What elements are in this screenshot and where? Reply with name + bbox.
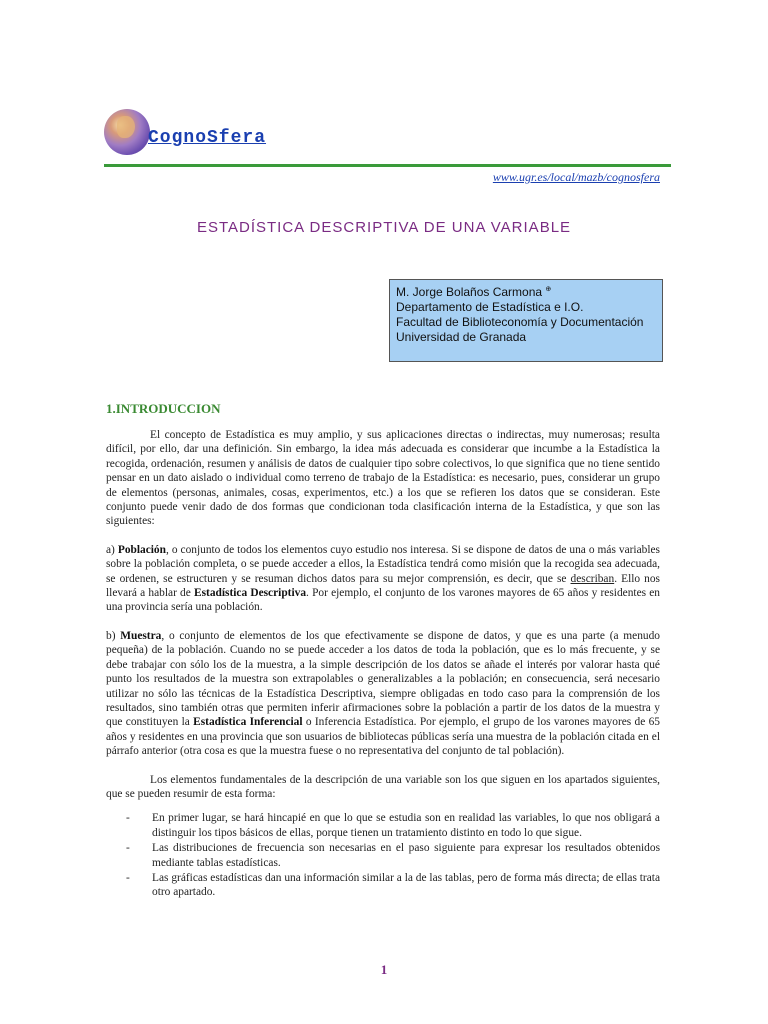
poblacion-prefix: a) (106, 543, 118, 556)
poblacion-term: Población (117, 543, 166, 556)
list-item (106, 811, 660, 840)
list-item (106, 841, 660, 870)
author-name-line (396, 282, 662, 300)
estadistica-inferencial-term: Estadística Inferencial (193, 716, 303, 729)
author-box (389, 279, 663, 362)
page-number: 1 (380, 962, 388, 977)
poblacion-text-2: . Ello nos llevará a hablar de (106, 572, 660, 600)
muestra-text-1: , o conjunto de elementos de los que efectivamente se dispone de datos, y que es una parte (a menudo pequeña) de la población. Cuando no se puede acceder a los datos de toda la población, que es lo más frecuente, y se debe trabajar con sólo los de la muestra, a la simple descripción de los datos se añade el interés por valorar hasta qué punto los resultados de la muestra son extrapolables o generalizables a la población; en consecuencia, será necesario utilizar no sólo las técnicas de la Estadística Descriptiva, siempre obligadas en todo caso para la comprensión de los resultados, sino también otras que permiten inferir afirmaciones sobre la población a partir de los datos de la muestra y que constituyen la (106, 629, 660, 729)
author-department: Departamento de Estadística e I.O. (396, 300, 584, 314)
site-url-link[interactable]: www.ugr.es/local/mazb/cognosfera (492, 170, 660, 184)
author-faculty: Facultad de Biblioteconomía y Documentación (396, 315, 644, 329)
estadistica-descriptiva-term: Estadística Descriptiva (194, 587, 307, 600)
muestra-prefix: b) (106, 629, 121, 642)
author-university: Universidad de Granada (396, 330, 527, 344)
body-text (106, 428, 660, 901)
section-heading: 1.INTRODUCCION (106, 401, 221, 416)
author-name: M. Jorge Bolaños Carmona (396, 285, 543, 299)
bullet-text: Las distribuciones de frecuencia son necesarias en el paso siguiente para expresar los resultados obtenidos mediante tablas estadísticas. (152, 842, 660, 869)
poblacion-paragraph (106, 543, 660, 615)
list-item (106, 871, 660, 900)
bullet-dash: - (126, 871, 130, 884)
muestra-paragraph (106, 629, 660, 759)
intro-paragraph: El concepto de Estadística es muy amplio, y sus aplicaciones directas o indirectas, muy numerosas; resulta difícil, por ello, dar una definición. Sin embargo, la idea más adecuada es considerar que incumbe a la Estadística la recogida, ordenación, resumen y análisis de datos de cualquier tipo sobre colectivos, lo que significa que no tiene sentido pensar en un dato aislado o individual como terreno de trabajo de la Estadística: es necesario, pues, considerar un grupo de elementos (personas, animales, cosas, experimentos, etc.) a los que se refieren los datos que se consideran. Este conjunto puede venir dado de dos formas que condicionan toda clasificación interna de la Estadística, y que son las siguientes: (106, 429, 660, 528)
describan-underlined: describan (570, 572, 615, 585)
muestra-term: Muestra (120, 629, 162, 642)
document-title: ESTADÍSTICA DESCRIPTIVA DE UNA VARIABLE (196, 219, 572, 236)
bullet-text: Las gráficas estadísticas dan una información similar a la de las tablas, pero de forma más directa; de ellas trata otro apartado. (152, 871, 660, 899)
bullet-dash: - (126, 842, 130, 855)
bullet-dash: - (126, 812, 130, 825)
muestra-text-2: o Inferencia Estadística. Por ejemplo, el grupo de los varones mayores de 65 años y residentes en una provincia que son usuarios de bibliotecas públicas sería una muestra de la población citada en el párrafo anterior (otra cosa es que la muestra fuese o no representativa del conjunto de tal población). (106, 716, 660, 758)
bullet-text: En primer lugar, se hará hincapié en que lo que se estudia son en realidad las variables, lo que nos obligará a distinguir los tipos básicos de ellas, porque tienen un tratamiento distinto en todo lo que sigue. (152, 812, 660, 839)
globe-logo-icon (104, 109, 150, 155)
elements-paragraph: Los elementos fundamentales de la descripción de una variable son los que siguen en los apartados siguientes, que se pueden resumir de esta forma: (106, 773, 660, 800)
poblacion-text-3: . Por ejemplo, el conjunto de los varones mayores de 65 años y residentes en una provincia sería una población. (106, 587, 660, 614)
site-logo-text[interactable]: CognoSfera (148, 128, 267, 148)
author-footnote-mark: ⊕ (545, 286, 552, 293)
bullet-list (106, 811, 660, 899)
header-divider (104, 164, 671, 167)
poblacion-text-1: , o conjunto de todos los elementos cuyo estudio nos interesa. Si se dispone de datos de una o más variables sobre la población completa, o se puede acceder a ellos, la Estadística tendrá como misión que la recogida sea adecuada, se ordenen, se estructuren y se resuman dichos datos para su mejor comprensión, es decir, que se (106, 543, 660, 585)
